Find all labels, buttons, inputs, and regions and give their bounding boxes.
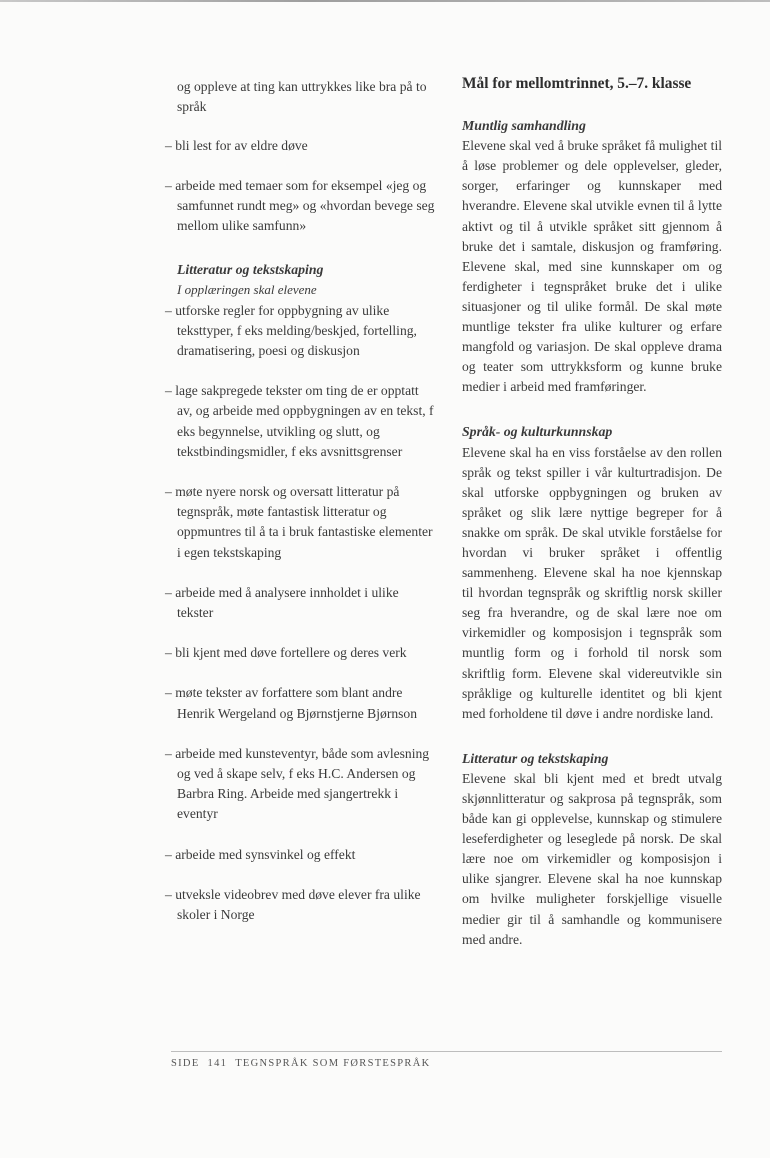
footer-side-label: SIDE bbox=[171, 1058, 200, 1069]
list-item: – utveksle videobrev med døve elever fra ulike skoler i Norge bbox=[165, 885, 437, 925]
list-item: – møte tekster av forfattere som blant andre Henrik Wergeland og Bjørnstjerne Bjørnson bbox=[165, 683, 437, 723]
section-intro: I opplæringen skal elevene bbox=[177, 282, 317, 298]
left-column bbox=[165, 77, 437, 925]
list-item: – arbeide med å analysere innholdet i ulike tekster bbox=[165, 583, 437, 623]
section-heading: Språk- og kulturkunnskap bbox=[462, 424, 613, 440]
section-heading: Litteratur og tekstskaping bbox=[177, 262, 324, 278]
list-item: – bli kjent med døve fortellere og deres verk bbox=[165, 643, 437, 663]
section-paragraph: Elevene skal ved å bruke språket få mulighet til å løse problemer og dele opplevelser, gleder, sorger, erfaringer og kunnskaper med hverandre. Elevene skal utvikle evnen til å lytte aktivt og til å utvikle språket sitt gjennom å bruke det i samtale, diskusjon og framføring. Elevene skal, med sine kunnskaper om og ferdigheter i tegnspråket bruke det i ulike situasjoner og til ulike formål. De skal møte muntlige tekster fra ulike kulturer og erfare mangfold og variasjon. De skal oppleve drama og teater som uttrykksform og kunne bruke medier i arbeid med framføringer. bbox=[462, 138, 722, 395]
footer-divider bbox=[171, 1051, 722, 1052]
section-paragraph: Elevene skal bli kjent med et bredt utvalg skjønnlitteratur og sakprosa på tegnspråk, som både kan gi opplevelse, kunnskap og stimulere leseferdigheter og leseglede på norsk. De skal lære noe om virkemidler og komposisjon i ulike sjangrer. Elevene skal ha noe kunnskap om hvilke muligheter forskjellige visuelle medier gir til å samhandle og kommunisere med andre. bbox=[462, 770, 722, 947]
section-paragraph: Elevene skal ha en viss forståelse av den rollen språk og tekst spiller i vår kulturtradisjon. De skal utforske oppbygningen og bruken av språket og slik lære nyttige begreper for å snakke om språk. De skal utvikle forståelse for hvordan vi bruker språket i offentlig sammenheng. Elevene skal ha noe kjennskap til hvordan tegnspråk og skriftlig norsk skiller seg fra hverandre, og de skal lære noe om virkemidler og komposisjon i tegnspråk som muntlig form og i forhold til norsk som skriftlig form. Elevene skal videreutvikle sin språklige og kulturelle identitet og bli kjent med forholdene til døve i andre nordiske land. bbox=[462, 444, 722, 721]
section-heading: Litteratur og tekstskaping bbox=[462, 750, 609, 766]
list-item: – arbeide med kunsteventyr, både som avlesning og ved å skape selv, f eks H.C. Andersen og Barbra Ring. Arbeide med sjangertrekk i eventyr bbox=[165, 744, 437, 825]
page-title: Mål for mellomtrinnet, 5.–7. klasse bbox=[462, 75, 692, 92]
right-column bbox=[462, 74, 722, 950]
list-item: – bli lest for av eldre døve bbox=[165, 136, 437, 156]
section-heading: Muntlig samhandling bbox=[462, 118, 586, 134]
page-number: 141 bbox=[207, 1058, 228, 1069]
list-item: – utforske regler for oppbygning av ulike teksttyper, f eks melding/beskjed, fortelling, dramatisering, poesi og diskusjon bbox=[165, 301, 437, 362]
footer-book-title: TEGNSPRÅK SOM FØRSTESPRÅK bbox=[235, 1058, 431, 1069]
continuation-text: og oppleve at ting kan uttrykkes like bra på to språk bbox=[177, 79, 427, 115]
page-footer bbox=[171, 1058, 431, 1069]
top-border bbox=[0, 0, 770, 2]
list-item: – lage sakpregede tekster om ting de er opptatt av, og arbeide med oppbygningen av en tekst, f eks begynnelse, utvikling og slutt, og tekstbindingsmidler, f eks avsnittsgrenser bbox=[165, 381, 437, 462]
list-item: – arbeide med synsvinkel og effekt bbox=[165, 845, 437, 865]
list-item: – møte nyere norsk og oversatt litteratur på tegnspråk, møte fantastisk litteratur og oppmuntres til å ta i bruk fantastiske elementer i egen tekstskaping bbox=[165, 482, 437, 563]
list-item: – arbeide med temaer som for eksempel «jeg og samfunnet rundt meg» og «hvordan bevege seg mellom ulike samfunn» bbox=[165, 176, 437, 237]
